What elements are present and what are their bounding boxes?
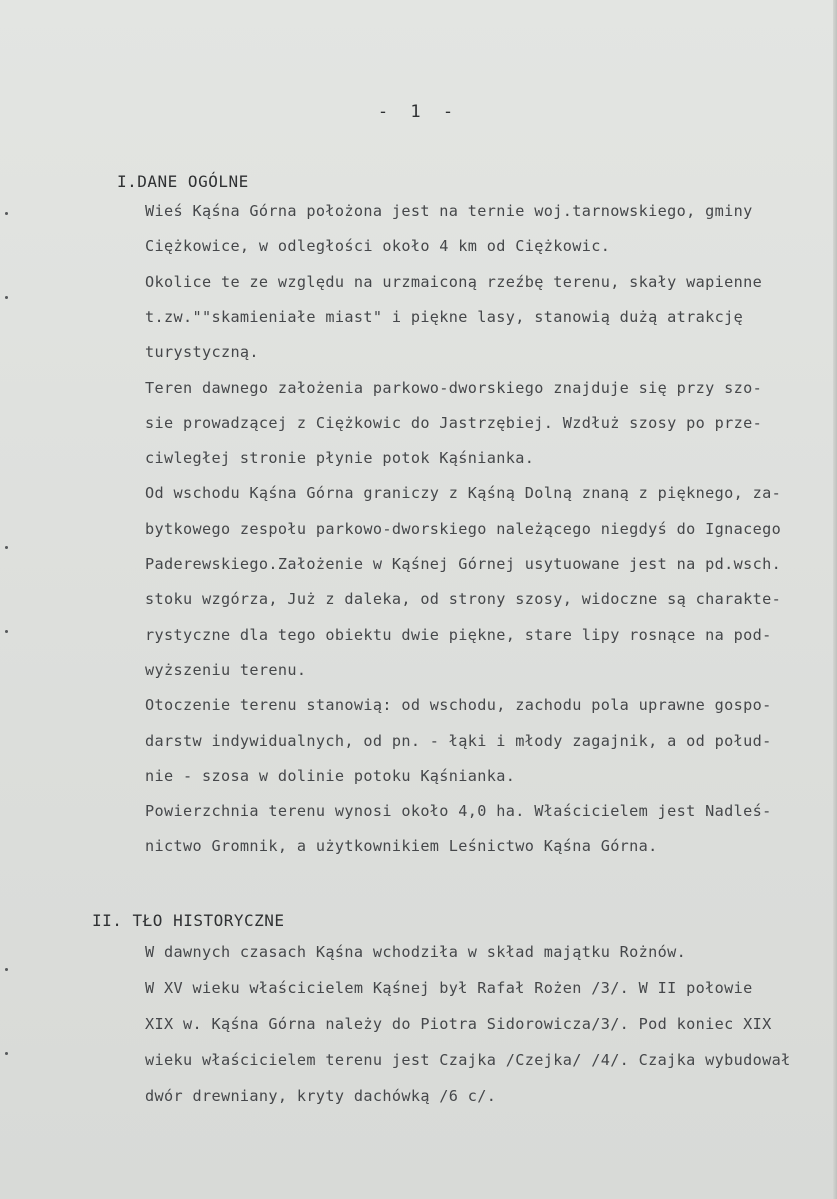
text-line: nictwo Gromnik, a użytkownikiem Leśnictwo Kąśna Górna. [145, 837, 658, 856]
text-line: W dawnych czasach Kąśna wchodziła w skład majątku Rożnów. [145, 943, 687, 961]
margin-mark [5, 546, 8, 549]
text-line: W XV wieku właścicielem Kąśnej był Rafał Rożen /3/. W II połowie [145, 979, 753, 997]
text-line: sie prowadzącej z Ciężkowic do Jastrzębiej. Wzdłuż szosy po prze- [145, 413, 763, 432]
text-line: nie - szosa w dolinie potoku Kąśnianka. [145, 766, 516, 785]
text-line: Paderewskiego.Założenie w Kąśnej Górnej usytuowane jest na pd.wsch. [145, 555, 782, 573]
text-line: wieku właścicielem terenu jest Czajka /Czejka/ /4/. Czajka wybudował [145, 1051, 791, 1069]
text-line: Teren dawnego założenia parkowo-dworskiego znajduje się przy szo- [145, 378, 763, 397]
text-line: darstw indywidualnych, od pn. - łąki i młody zagajnik, a od połud- [145, 731, 772, 750]
text-line: stoku wzgórza, Już z daleka, od strony szosy, widoczne są charakte- [145, 590, 782, 609]
margin-mark [5, 212, 8, 215]
text-line: t.zw.""skamieniałe miast" i piękne lasy, stanowią dużą atrakcję [145, 307, 744, 326]
text-line: rystyczne dla tego obiektu dwie piękne, stare lipy rosnące na pod- [145, 625, 772, 644]
section-heading-history: II. TŁO HISTORYCZNE [92, 911, 285, 930]
text-line: XIX w. Kąśna Górna należy do Piotra Sidorowicza/3/. Pod koniec XIX [145, 1015, 772, 1033]
text-line: wyższeniu terenu. [145, 660, 307, 679]
margin-mark [5, 968, 8, 971]
text-line: Okolice te ze względu na urzmaiconą rzeźbę terenu, skały wapienne [145, 272, 763, 291]
text-line: turystyczną. [145, 343, 259, 362]
text-line: Wieś Kąśna Górna położona jest na ternie woj.tarnowskiego, gminy [145, 202, 753, 220]
text-line: bytkowego zespołu parkowo-dworskiego należącego niegdyś do Ignacego [145, 519, 782, 538]
text-line: Ciężkowice, w odległości około 4 km od Ciężkowic. [145, 237, 611, 256]
text-line: Od wschodu Kąśna Górna graniczy z Kąśną Dolną znaną z pięknego, za- [145, 484, 782, 503]
margin-mark [5, 1052, 8, 1055]
margin-mark [5, 296, 8, 299]
text-line: Powierzchnia terenu wynosi około 4,0 ha. Właścicielem jest Nadleś- [145, 802, 772, 821]
section-heading-general: I.DANE OGÓLNE [117, 172, 249, 191]
page-number: - 1 - [377, 102, 460, 122]
text-line: Otoczenie terenu stanowią: od wschodu, zachodu pola uprawne gospo- [145, 696, 772, 715]
margin-mark [5, 630, 8, 633]
text-line: dwór drewniany, kryty dachówką /6 c/. [145, 1087, 497, 1105]
text-line: ciwległej stronie płynie potok Kąśnianka. [145, 449, 535, 468]
